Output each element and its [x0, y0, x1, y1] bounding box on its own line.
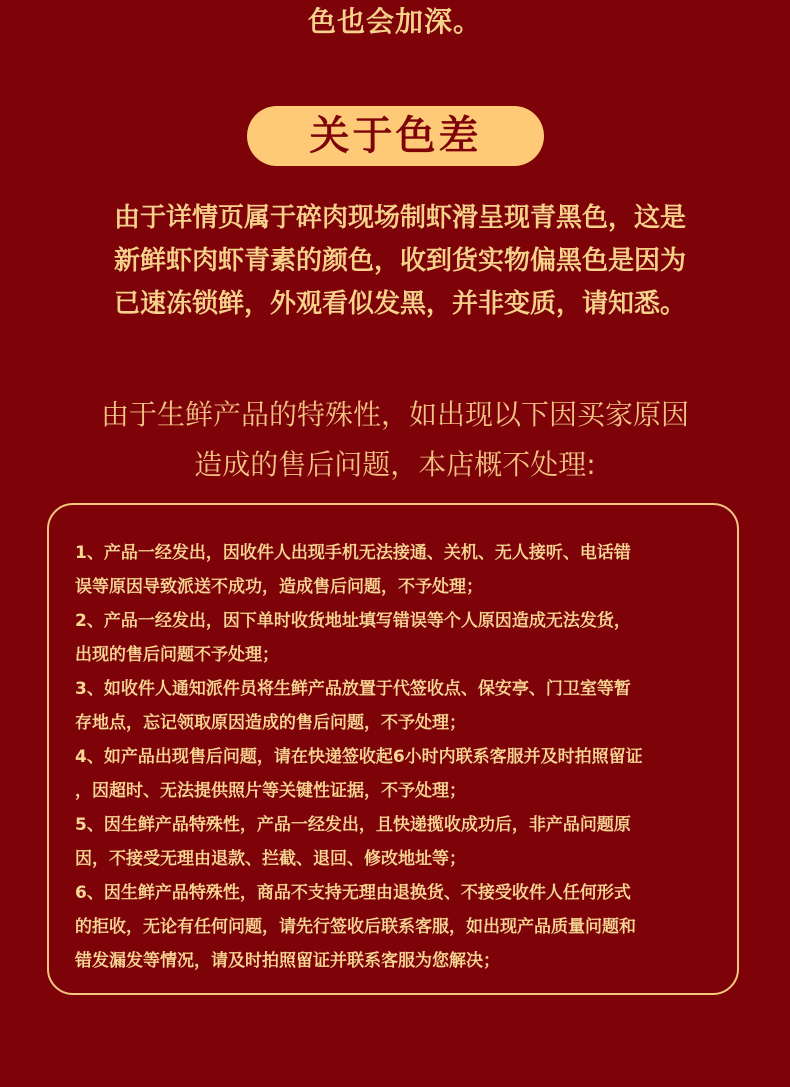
rule-line: 因，不接受无理由退款、拦截、退回、修改地址等；: [75, 849, 466, 869]
notice-line: 由于生鲜产品的特殊性，如出现以下因买家原因: [100, 398, 689, 431]
rule-line: 4、如产品出现售后问题，请在快递签收起6小时内联系客服并及时拍照留证: [75, 747, 643, 767]
section-title: 关于色差: [309, 113, 482, 159]
rule-line: 5、因生鲜产品特殊性，产品一经发出，且快递揽收成功后，非产品问题原: [75, 815, 631, 835]
rule-line: 的拒收，无论有任何问题，请先行签收后联系客服，如出现产品质量问题和: [75, 917, 636, 937]
rule-line: 错发漏发等情况，请及时拍照留证并联系客服为您解决；: [75, 951, 500, 971]
section-title-badge: [247, 106, 544, 166]
rule-line: 3、如收件人通知派件员将生鲜产品放置于代签收点、保安亭、门卫室等暂: [75, 679, 631, 699]
after-sales-rules-box: [47, 503, 739, 995]
intro-line: 新鲜虾肉虾青素的颜色，收到货实物偏黑色是因为: [113, 246, 686, 276]
rule-line: 误等原因导致派送不成功，造成售后问题，不予处理；: [75, 577, 483, 597]
rule-line: ，因超时、无法提供照片等关键性证据，不予处理；: [75, 781, 466, 801]
rule-line: 存地点，忘记领取原因造成的售后问题，不予处理；: [75, 713, 466, 733]
rule-line: 出现的售后问题不予处理；: [75, 645, 279, 665]
intro-line: 已速冻锁鲜，外观看似发黑，并非变质，请知悉。: [113, 289, 686, 319]
rule-line: 2、产品一经发出，因下单时收货地址填写错误等个人原因造成无法发货，: [75, 611, 631, 631]
after-sales-notice: [50, 390, 740, 490]
color-difference-explanation: [80, 197, 720, 326]
rule-line: 6、因生鲜产品特殊性，商品不支持无理由退换货、不接受收件人任何形式: [75, 883, 631, 903]
notice-line: 造成的售后问题，本店概不处理:: [194, 448, 596, 481]
rule-line: 1、产品一经发出，因收件人出现手机无法接通、关机、无人接听、电话错: [75, 543, 631, 563]
top-continuation-text: 色也会加深。: [307, 5, 482, 38]
intro-line: 由于详情页属于碎肉现场制虾滑呈现青黑色，这是: [113, 203, 686, 233]
